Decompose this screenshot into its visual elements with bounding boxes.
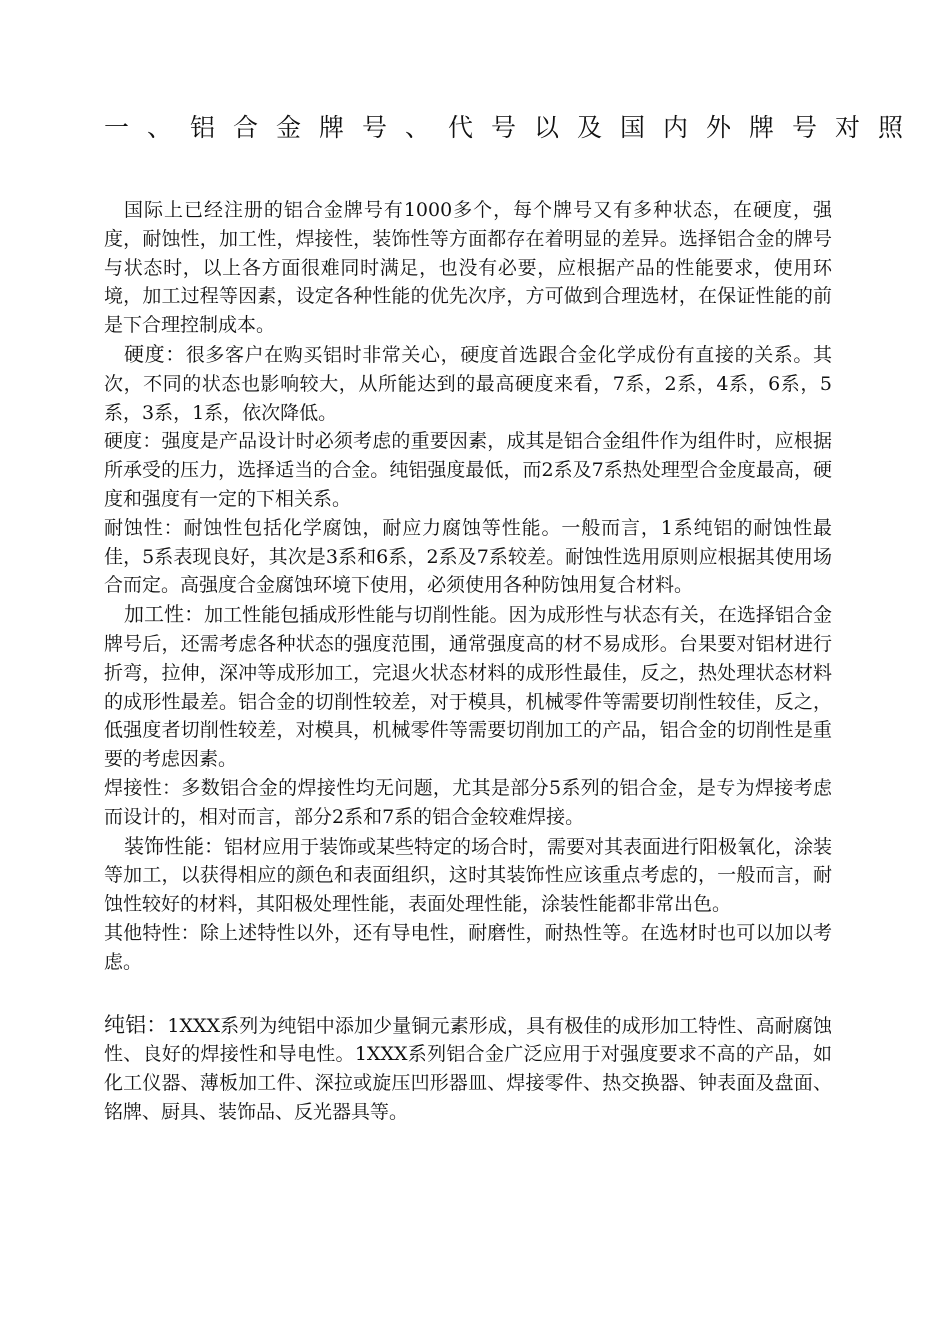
strength-paragraph <box>104 427 832 513</box>
pure-aluminum-heading: 纯铝： <box>104 1012 168 1037</box>
machinability-heading: 加工性： <box>124 602 205 627</box>
intro-text: 国际上已经注册的铝合金牌号有1000多个，每个牌号又有多种状态，在硬度，强度，耐蚀性，加工性，焊接性，装饰性等方面都存在着明显的差异。选择铝合金的牌号与状态时，以上各方面很难同时满足，也没有必要，应根据产品的性能要求，使用环境，加工过程等因素，设定各种性能的优先次序，方可做到合理选材，在保证性能的前是下合理控制成本。 <box>104 199 832 337</box>
strength-heading: 硬度： <box>104 430 162 453</box>
intro-paragraph <box>104 196 832 340</box>
hardness-text: 很多客户在购买铝时非常关心，硬度首选跟合金化学成份有直接的关系。其次，不同的状态也影响较大，从所能达到的最高硬度来看，7系，2系，4系，6系，5系，3系，1系，依次降低。 <box>104 343 833 424</box>
other-properties-paragraph <box>104 919 832 977</box>
hardness-heading: 硬度： <box>124 341 186 366</box>
weldability-paragraph <box>104 774 832 832</box>
document-body <box>104 196 832 1127</box>
corrosion-heading: 耐蚀性： <box>104 516 184 539</box>
weldability-heading: 焊接性： <box>104 776 182 799</box>
decorative-text: 铝材应用于装饰或某些特定的场合时，需要对其表面进行阳极氧化，涂装等加工，以获得相应的颜色和表面组织，这时其装饰性应该重点考虑的，一般而言，耐蚀性较好的材料，其阳极处理性能，表面处理性能，涂装性能都非常出色。 <box>104 835 833 916</box>
corrosion-text: 耐蚀性包括化学腐蚀，耐应力腐蚀等性能。一般而言，1系纯铝的耐蚀性最佳，5系表现良好，其次是3系和6系，2系及7系较差。耐蚀性选用原则应根据其使用场合而定。高强度合金腐蚀环境下使用，必须使用各种防蚀用复合材料。 <box>104 516 832 597</box>
strength-text: 强度是产品设计时必须考虑的重要因素，成其是铝合金组件作为组件时，应根据所承受的压力，选择适当的合金。纯铝强度最低，而2系及7系热处理型合金度最高，硬度和强度有一定的下相关系。 <box>104 430 832 510</box>
pure-aluminum-paragraph <box>104 1011 832 1127</box>
other-properties-heading: 其他特性： <box>104 921 200 944</box>
corrosion-paragraph <box>104 514 832 600</box>
machinability-paragraph <box>104 600 832 774</box>
section-spacer <box>104 977 832 1011</box>
decorative-heading: 装饰性能： <box>124 833 224 858</box>
page-title: 一、铝合金牌号、代号以及国内外牌号对照 <box>104 113 922 142</box>
weldability-text: 多数铝合金的焊接性均无问题，尤其是部分5系列的铝合金，是专为焊接考虑而设计的，相对而言，部分2系和7系的铝合金较难焊接。 <box>104 776 832 828</box>
decorative-paragraph <box>104 832 832 919</box>
other-properties-text: 除上述特性以外，还有导电性，耐磨性，耐热性等。在选材时也可以加以考虑。 <box>104 921 832 973</box>
hardness-paragraph <box>104 340 832 427</box>
pure-aluminum-text: 1XXX系列为纯铝中添加少量铜元素形成，具有极佳的成形加工特性、高耐腐蚀性、良好的焊接性和导电性。1XXX系列铝合金广泛应用于对强度要求不高的产品，如化工仪器、薄板加工件、深拉或旋压凹形器皿、焊接零件、热交换器、钟表面及盘面、铭牌、厨具、装饰品、反光器具等。 <box>104 1014 833 1123</box>
machinability-text: 加工性能包插成形性能与切削性能。因为成形性与状态有关，在选择铝合金牌号后，还需考虑各种状态的强度范围，通常强度高的材不易成形。台果要对铝材进行折弯，拉伸，深冲等成形加工，完退火状态材料的成形性最佳，反之，热处理状态材料的成形性最差。铝合金的切削性较差，对于模具，机械零件等需要切削性较佳，反之，低强度者切削性较差，对模具，机械零件等需要切削加工的产品，铝合金的切削性是重要的考虑因素。 <box>104 604 832 771</box>
